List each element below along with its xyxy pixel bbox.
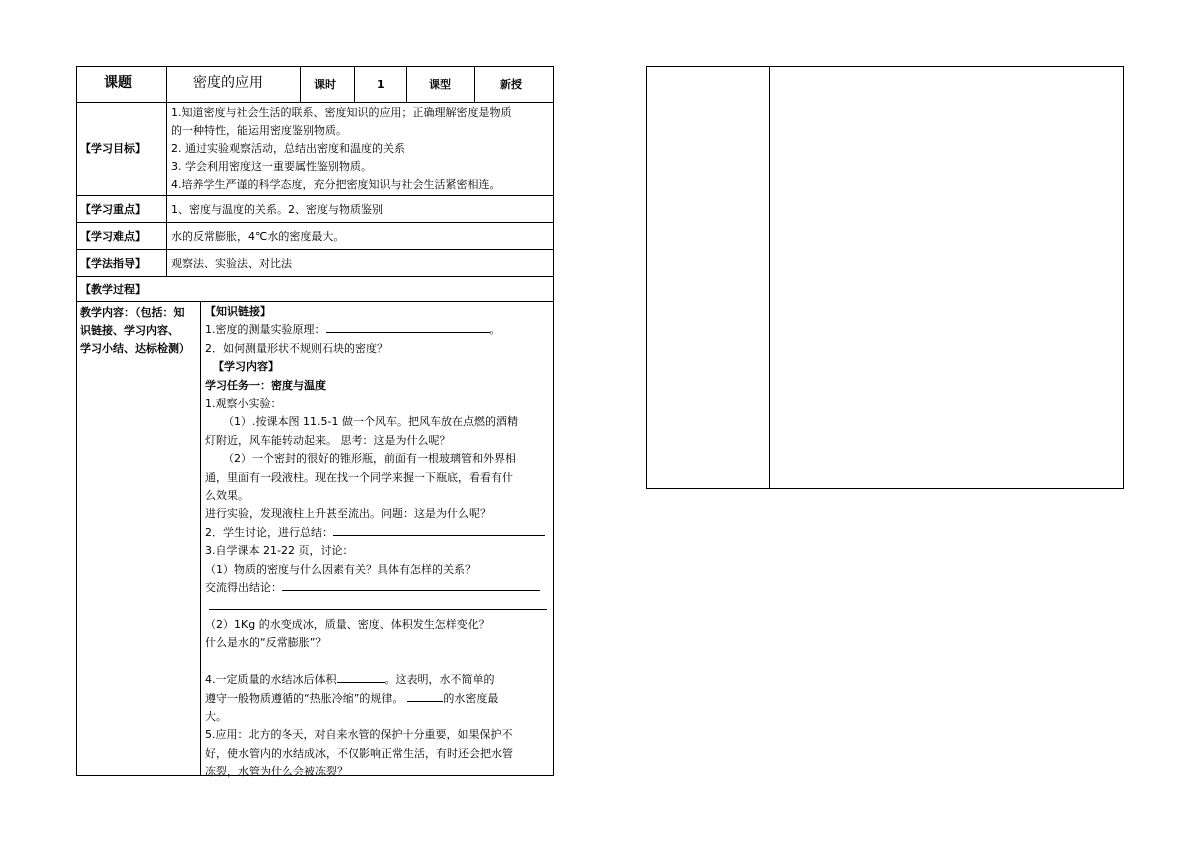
goal-line: 4.培养学生严谨的科学态度，充分把密度知识与社会生活紧密相连。 (171, 178, 501, 191)
answer-blank[interactable] (337, 671, 385, 683)
answer-blank[interactable] (282, 579, 540, 591)
point-4-line (205, 690, 547, 708)
goal-line: 的一种特性，能运用密度鉴别物质。 (171, 124, 347, 137)
table-rule (76, 195, 553, 196)
task1-heading: 学习任务一：密度与温度 (205, 378, 326, 392)
process-label: 【教学过程】 (80, 283, 146, 296)
content-body (205, 303, 547, 782)
answer-blank[interactable] (209, 598, 547, 610)
answer-blank[interactable] (407, 690, 443, 702)
difficult-value: 水的反常膨胀，4℃水的密度最大。 (171, 230, 345, 243)
keshi-label: 课时 (314, 78, 336, 91)
point-5-line: 冻裂，水管为什么会被冻裂？ (205, 765, 348, 779)
method-value: 观察法、实验法、对比法 (171, 257, 292, 270)
goal-line: 3. 学会利用密度这一重要属性鉴别物质。 (171, 160, 372, 173)
sub-question-1: （1）物质的密度与什么因素有关？具体有怎样的关系？ (205, 562, 476, 576)
discuss-text: 2．学生讨论，进行总结： (205, 525, 333, 539)
experiment-2-line: 进行实验，发现液柱上升甚至流出。问题：这是为什么呢？ (205, 507, 491, 521)
table-rule (646, 66, 1124, 67)
keti-label: 课题 (104, 75, 132, 91)
table-rule (76, 276, 553, 277)
goals-text (171, 104, 512, 194)
kexing-value: 新授 (500, 78, 522, 91)
table-rule (76, 66, 77, 776)
table-rule (76, 66, 553, 67)
point-5-line: 5.应用：北方的冬天，对自来水管的保护十分重要，如果保护不 (205, 728, 513, 742)
observe-heading: 1.观察小实验： (205, 397, 282, 411)
table-rule (76, 222, 553, 223)
method-label: 【学法指导】 (80, 257, 146, 270)
link-heading: 【知识链接】 (205, 305, 271, 318)
table-rule (474, 66, 475, 102)
point-4-text: 遵守一般物质遵循的“热胀冷缩”的规律。 (205, 691, 404, 705)
content-left-line: 学习小结、达标检测） (80, 342, 190, 355)
table-rule (769, 66, 770, 489)
goal-line: 1.知道密度与社会生活的联系、密度知识的应用；正确理解密度是物质 (171, 106, 512, 119)
point-4-line: 大。 (205, 709, 227, 723)
key-label: 【学习重点】 (80, 203, 146, 216)
keshi-value: 1 (377, 78, 385, 91)
point-5-line: 好，使水管内的水结成冰，不仅影响正常生活，有时还会把水管 (205, 746, 513, 760)
difficult-label: 【学习难点】 (80, 230, 146, 243)
question-1-text: 1.密度的测量实验原理： (205, 323, 326, 337)
table-rule (553, 66, 554, 776)
table-rule (76, 301, 553, 302)
blank-line (205, 598, 547, 616)
table-rule (1123, 66, 1124, 489)
table-rule (354, 66, 355, 102)
content-left-line: 识链接、学习内容、 (80, 324, 179, 337)
kexing-label: 课型 (429, 78, 451, 91)
table-rule (406, 66, 407, 102)
goals-label: 【学习目标】 (80, 142, 146, 155)
keti-value: 密度的应用 (193, 75, 263, 91)
point-4-text: 。这表明，水不简单的 (384, 673, 495, 687)
table-rule (646, 66, 647, 489)
discuss-line (205, 524, 547, 542)
sub-question-2: （2）1Kg 的水变成冰，质量、密度、体积发生怎样变化？ (205, 617, 490, 631)
point-4-text: 4.一定质量的水结冰后体积 (205, 673, 337, 687)
point-4-line (205, 671, 547, 689)
sub-question-3: 什么是水的“反常膨胀”？ (205, 636, 327, 650)
experiment-2-line: 通，里面有一段液柱。现在找一个同学来握一下瓶底，看看有什 (205, 470, 513, 484)
answer-blank[interactable] (333, 524, 545, 536)
self-study-line: 3.自学课本 21-22 页，讨论： (205, 544, 354, 558)
table-rule (76, 249, 553, 250)
learn-heading: 【学习内容】 (213, 360, 279, 374)
experiment-1-line: 灯附近，风车能转动起来。 思考：这是为什么呢？ (205, 433, 451, 447)
content-left-label (80, 304, 190, 358)
experiment-2-line: （2）一个密封的很好的锥形瓶，前面有一根玻璃管和外界相 (223, 452, 516, 466)
table-rule (200, 301, 201, 775)
conclude-text: 交流得出结论： (205, 581, 282, 595)
conclude-line (205, 579, 547, 597)
table-rule (76, 102, 553, 103)
table-rule (646, 488, 1124, 489)
content-left-line: 教学内容：（包括：知 (80, 306, 185, 319)
experiment-1-line: （1）.按课本图 11.5-1 做一个风车。把风车放在点燃的酒精 (223, 415, 518, 429)
answer-blank[interactable] (326, 321, 490, 333)
question-1 (205, 321, 547, 339)
key-value: 1、密度与温度的关系。2、密度与物质鉴别 (171, 203, 383, 216)
table-rule (300, 66, 301, 102)
point-4-text: 的水密度最 (443, 691, 499, 705)
question-2: 2．如何测量形状不规则石块的密度？ (205, 341, 388, 355)
question-1-end: 。 (489, 323, 501, 337)
table-rule (166, 66, 167, 276)
experiment-2-line: 么效果。 (205, 489, 249, 503)
spacer (205, 653, 547, 671)
goal-line: 2. 通过实验观察活动，总结出密度和温度的关系 (171, 142, 405, 155)
